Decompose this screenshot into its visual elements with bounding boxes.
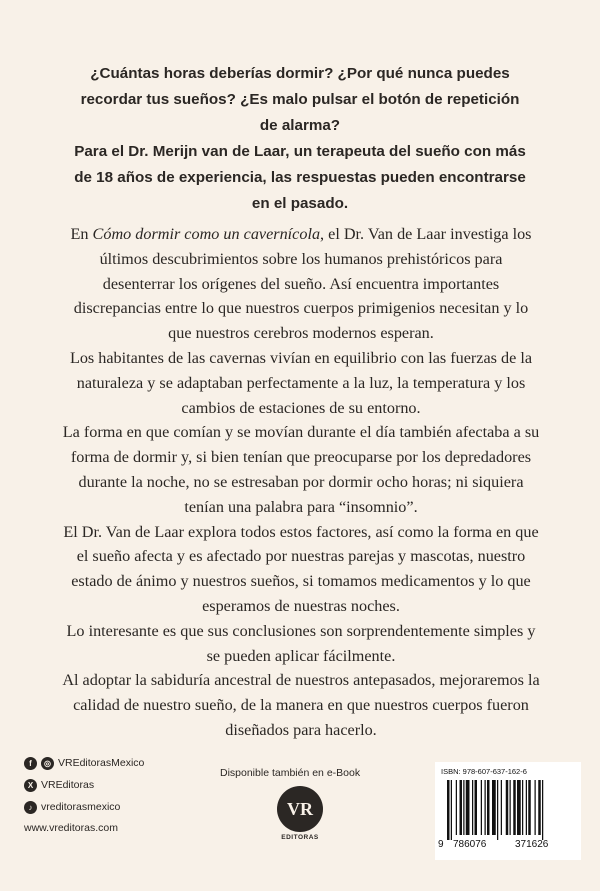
barcode-bar [456, 780, 457, 835]
barcode-bar [492, 780, 496, 835]
intro-questions: ¿Cuántas horas deberías dormir? ¿Por qué nunca puedes recordar tus sueños? ¿Es malo pulsar el botón de repetición de alarma? [80, 65, 520, 134]
barcode-first-digit: 9 [438, 839, 444, 850]
barcode-bar [526, 780, 527, 835]
barcode-bar [538, 780, 541, 835]
barcode-bar [463, 780, 464, 835]
synopsis-paragraph-1 [62, 222, 540, 346]
barcode-bar [447, 780, 450, 840]
social-facebook-instagram[interactable] [24, 752, 144, 774]
book-title-italic: Cómo dormir como un cavernícola [92, 225, 321, 243]
logo-label: EDITORAS [281, 834, 319, 841]
barcode-bar [466, 780, 470, 835]
barcode-bar [542, 780, 543, 840]
barcode-bar [475, 780, 478, 835]
social-handle-tiktok: vreditorasmexico [41, 801, 121, 813]
social-tiktok[interactable] [24, 796, 144, 818]
x-twitter-icon: X [24, 779, 37, 792]
barcode-left-group: 786076 [453, 839, 487, 850]
social-twitter[interactable] [24, 774, 144, 796]
barcode-bar [497, 780, 498, 840]
isbn-barcode [435, 762, 581, 860]
synopsis-p1-prefix: En [70, 225, 93, 243]
barcode-bar [481, 780, 482, 835]
synopsis-p1-rest: , el Dr. Van de Laar investiga los últimos descubrimientos sobre los humanos prehistóricos para desenterrar los orígenes del sueño. Así encuentra importantes discrepancias entre lo que nuestros cuerpos primigenios necesitan y lo que nuestros cerebros modernos esperan. [73, 225, 532, 343]
synopsis-paragraph-3: La forma en que comían y se movían durante el día también afectaba a su forma de dormir y, si bien tenían que preocuparse por los depredadores durante la noche, no se estresaban por dormir ocho horas; ni siquiera tenían una palabra para “insomnio”. [62, 423, 540, 516]
isbn-text: ISBN: 978-607-637-162-6 [441, 767, 527, 776]
facebook-icon: f [24, 757, 37, 770]
barcode-bar [506, 780, 509, 835]
barcode-bar [535, 780, 536, 835]
barcode-bars [445, 780, 573, 840]
barcode-bar [510, 780, 511, 835]
synopsis-paragraph-4: El Dr. Van de Laar explora todos estos factores, así como la forma en que el sueño afecta y es afectado por nuestras parejas y mascotas, nuestro estado de ánimo y nuestros sueños, si tomamos medicamentos y lo que esperamos de nuestras noches. [63, 522, 539, 615]
website-link[interactable]: www.vreditoras.com [24, 822, 118, 834]
barcode-bar [460, 780, 463, 835]
tiktok-icon: ♪ [24, 801, 37, 814]
barcode-bar [528, 780, 531, 835]
barcode-bar [472, 780, 473, 835]
social-handle-twitter: VREditoras [41, 779, 95, 791]
instagram-icon: ◎ [41, 757, 54, 770]
publisher-logo [276, 786, 324, 841]
barcode-bar [487, 780, 490, 835]
back-cover-intro [70, 61, 530, 217]
synopsis-paragraph-6: Al adoptar la sabiduría ancestral de nuestros antepasados, mejoraremos la calidad de nuestro sueño, de la manera en que nuestros cuerpos fueron diseñados para hacerlo. [62, 671, 540, 739]
barcode-bar [501, 780, 502, 835]
barcode-bar [517, 780, 521, 835]
synopsis [62, 222, 540, 743]
intro-author-statement: Para el Dr. Merijn van de Laar, un terapeuta del sueño con más de 18 años de experiencia, las respuestas pueden encontrarse en el pasado. [74, 143, 526, 212]
ebook-availability: Disponible también en e-Book [220, 767, 361, 779]
barcode-bar [485, 780, 486, 835]
synopsis-paragraph-2: Los habitantes de las cavernas vivían en equilibrio con las fuerzas de la naturaleza y se adaptaban perfectamente a la luz, la temperatura y los cambios de estaciones de su entorno. [69, 348, 533, 417]
barcode-right-group: 371626 [515, 839, 549, 850]
synopsis-paragraph-5: Lo interesante es que sus conclusiones son sorprendentemente simples y se pueden aplicar fácilmente. [66, 621, 536, 665]
vr-logo-mark: VR [277, 786, 323, 832]
social-links [24, 752, 144, 834]
barcode-bar [522, 780, 523, 835]
social-handle-main: VREditorasMexico [58, 757, 145, 769]
barcode-bar [513, 780, 516, 835]
barcode-bar [451, 780, 452, 840]
